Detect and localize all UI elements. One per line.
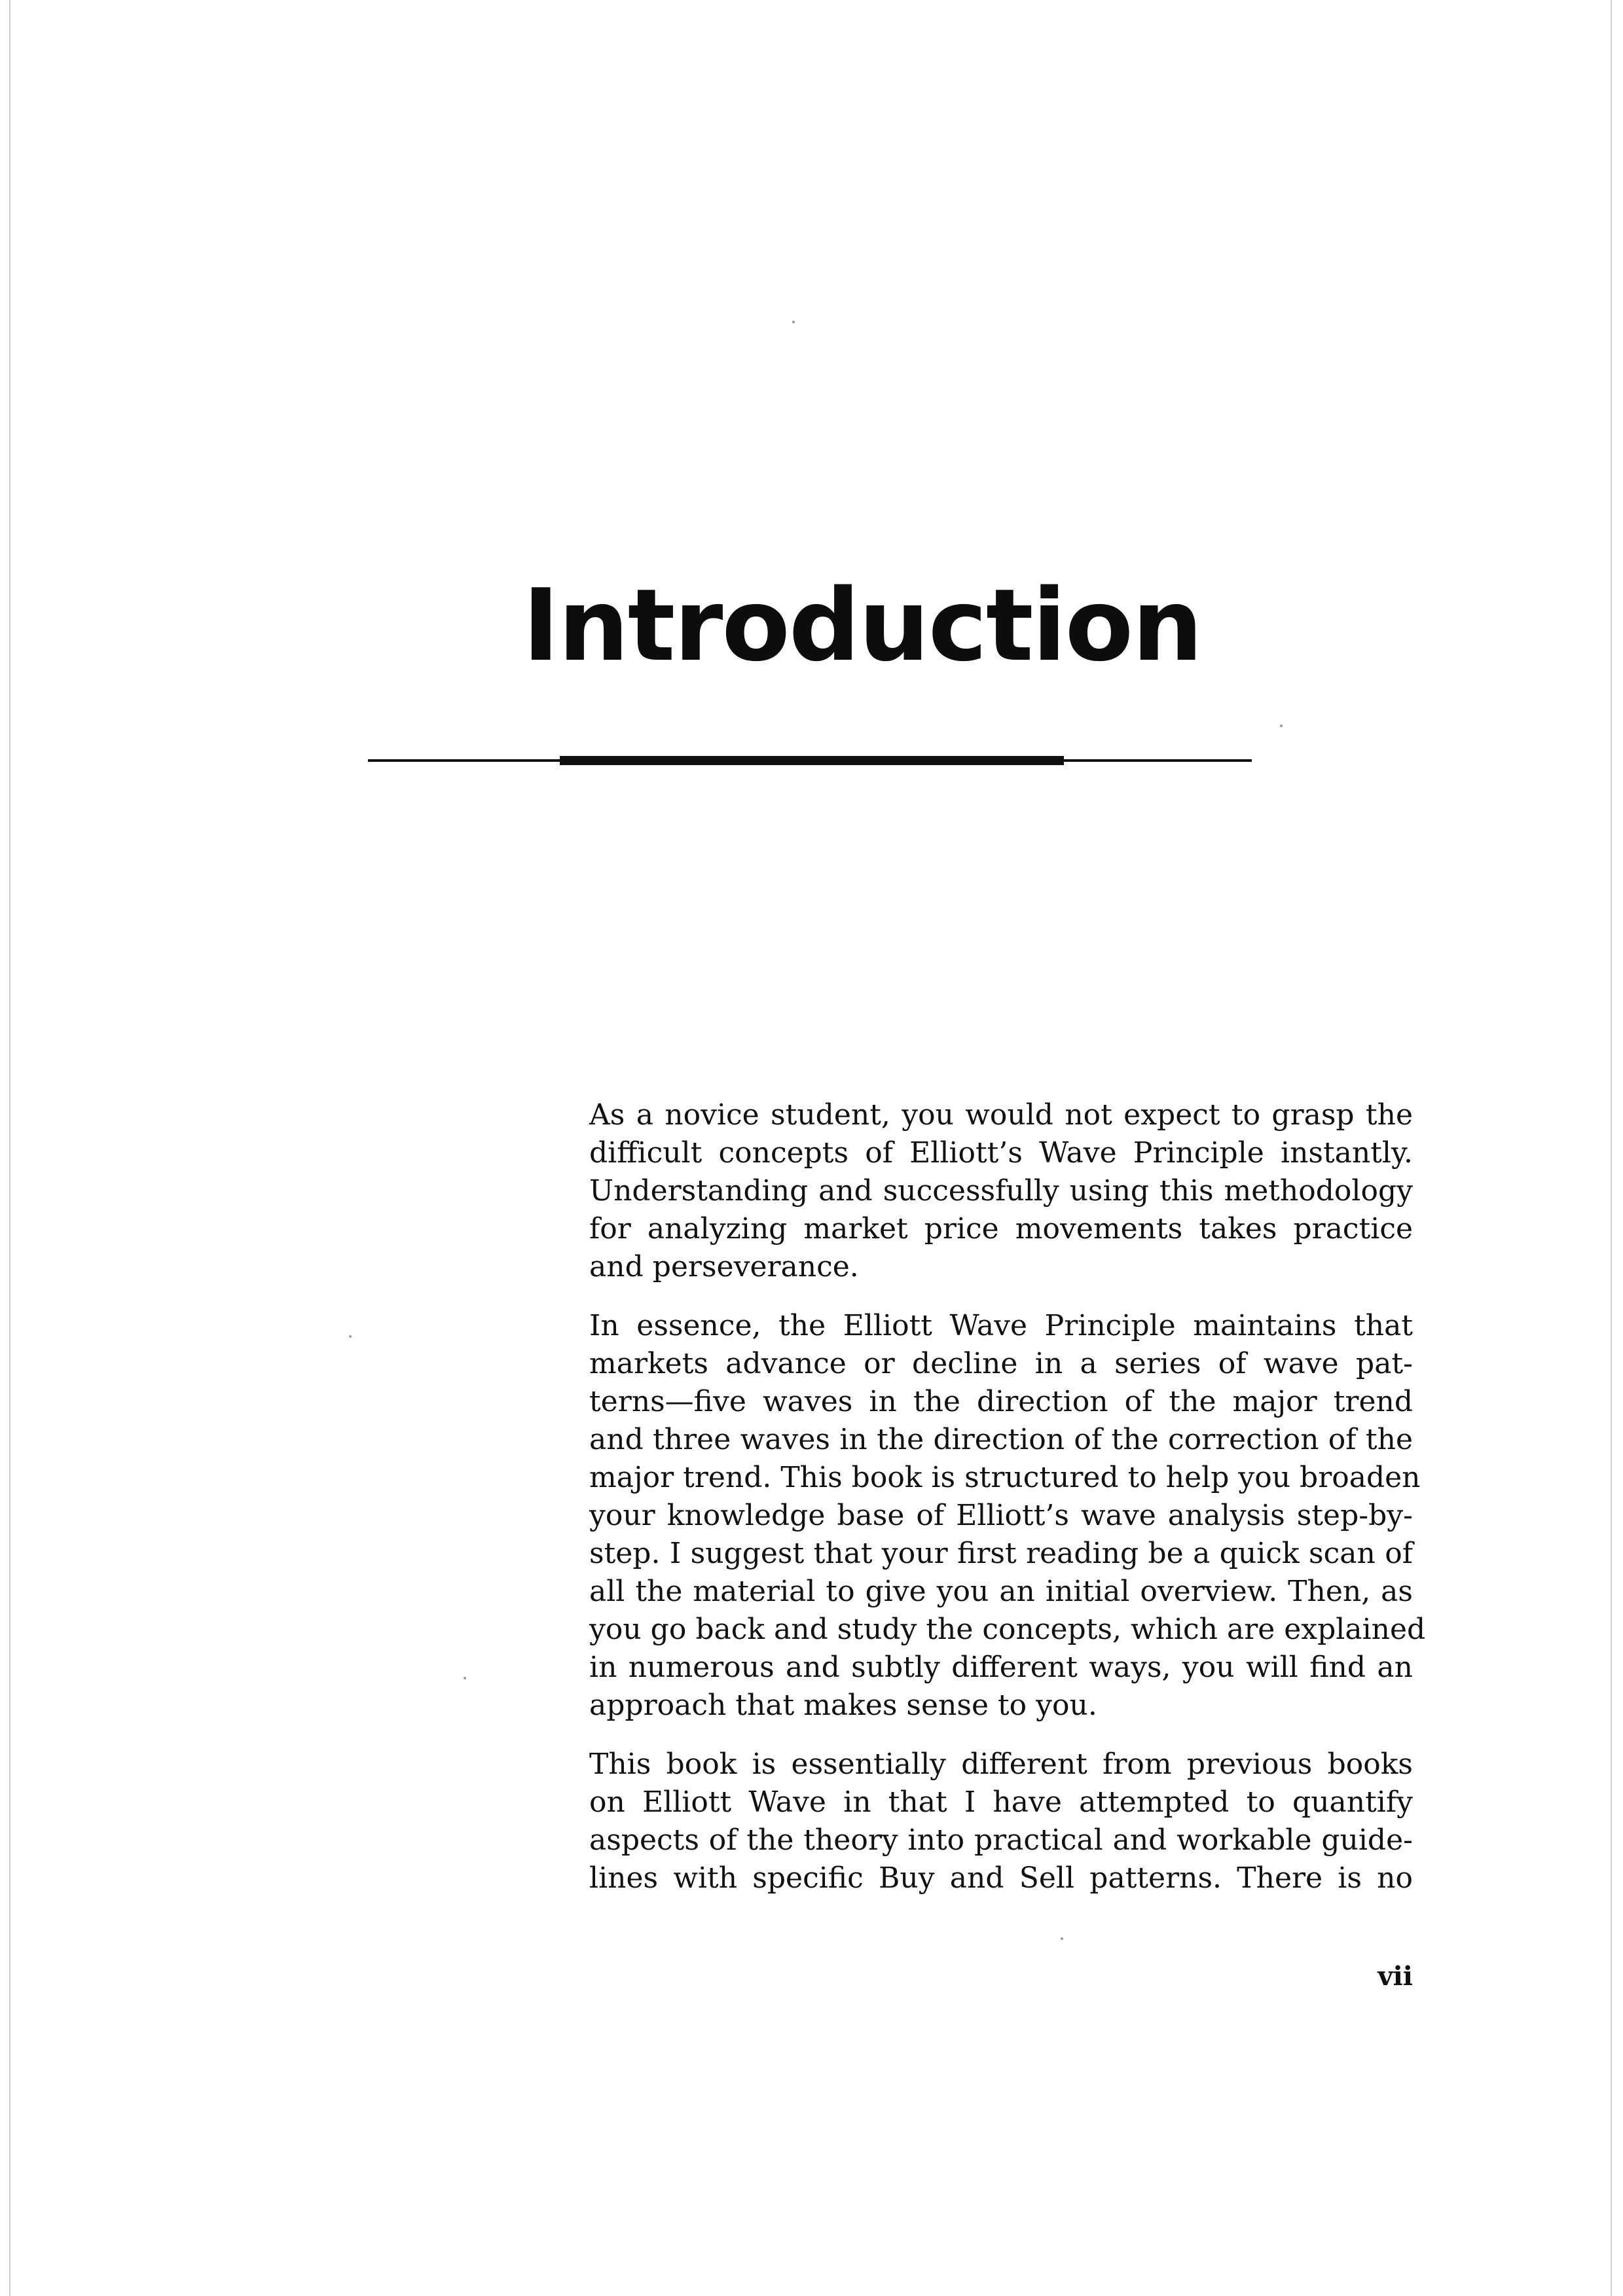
text-line: terns—five waves in the direction of the major trend [589, 1385, 1413, 1418]
scan-speck [1280, 725, 1283, 727]
text-line: markets advance or decline in a series of wave pat- [589, 1347, 1413, 1380]
page-number: vii [1377, 1961, 1413, 1992]
text-line: aspects of the theory into practical and workable guide- [589, 1823, 1413, 1857]
text-line: This book is essentially different from previous books [589, 1748, 1413, 1781]
paragraph-3 [589, 1746, 1413, 1897]
scan-speck [792, 321, 795, 323]
text-line: approach that makes sense to you. [589, 1689, 1097, 1722]
text-line: and three waves in the direction of the correction of the [589, 1423, 1413, 1456]
text-line: for analyzing market price movements takes practice [589, 1212, 1413, 1246]
chapter-title: Introduction [522, 567, 1202, 683]
text-line: As a novice student, you would not expect to grasp the [589, 1098, 1413, 1132]
text-line: you go back and study the concepts, which are explained [589, 1613, 1426, 1646]
scan-speck [1061, 1937, 1063, 1940]
text-line: and perseverance. [589, 1250, 859, 1283]
text-line: In essence, the Elliott Wave Principle maintains that [589, 1309, 1413, 1342]
text-line: all the material to give you an initial overview. Then, as [589, 1575, 1413, 1608]
paragraph-1 [589, 1096, 1413, 1286]
text-line: your knowledge base of Elliott’s wave analysis step-by- [589, 1499, 1413, 1532]
scan-speck [464, 1677, 466, 1679]
text-line: step. I suggest that your first reading be a quick scan of [589, 1537, 1413, 1570]
text-line: in numerous and subtly different ways, you will find an [589, 1651, 1413, 1684]
text-line: Understanding and successfully using this methodology [589, 1174, 1413, 1208]
paragraph-2 [589, 1307, 1426, 1725]
text-line: major trend. This book is structured to help you broaden [589, 1461, 1421, 1494]
scan-edge-left [9, 0, 10, 2296]
scan-edge-right [1611, 0, 1612, 2296]
text-line: difficult concepts of Elliott’s Wave Principle instantly. [589, 1136, 1413, 1170]
scan-speck [349, 1335, 352, 1338]
body-text [589, 1096, 1426, 1918]
text-line: lines with specific Buy and Sell patterns. There is no [589, 1861, 1413, 1895]
text-line: on Elliott Wave in that I have attempted to quantify [589, 1785, 1413, 1819]
title-rule-accent [560, 756, 1064, 765]
